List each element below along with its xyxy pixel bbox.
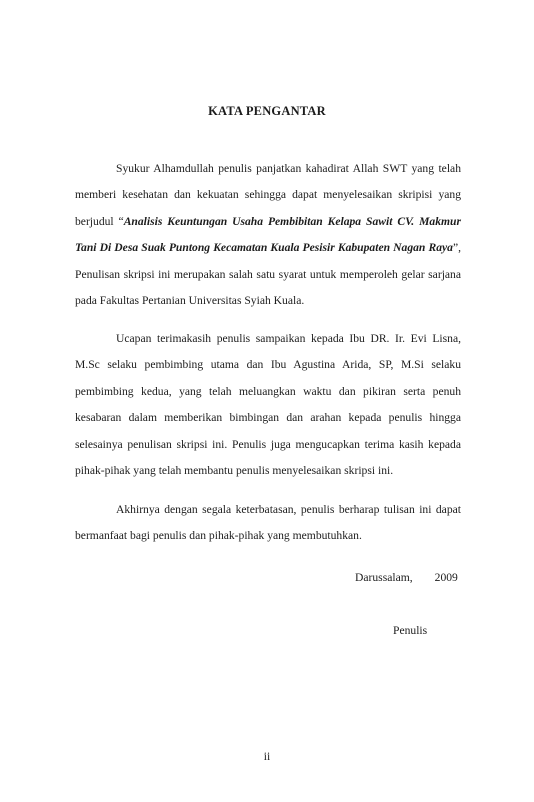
place-and-date	[355, 571, 458, 584]
paragraph-text-after-title: ”, Penulisan skripsi ini merupakan salah satu syarat untuk memperoleh gelar sarjana pada Fakultas Pertanian Universitas Syiah Kuala.	[75, 241, 461, 308]
paragraph-text-before-title: Syukur Alhamdullah penulis panjatkan kahadirat Allah SWT yang telah memberi kesehatan dan kekuatan sehingga dapat menyelesaikan skripisi yang berjudul “	[75, 162, 461, 228]
page-title: KATA PENGANTAR	[208, 104, 326, 118]
page-number: ii	[263, 750, 271, 763]
year: 2009	[434, 571, 458, 584]
paragraph-thanks-supervisors: Ucapan terimakasih penulis sampaikan kepada Ibu DR. Ir. Evi Lisna, M.Sc selaku pembimbing utama dan Ibu Agustina Arida, SP, M.Si selaku pembimbing kedua, yang telah meluangkan waktu dan pikiran serta penuh kesabaran dalam memberikan bimbingan dan arahan kepada penulis hingga selesainya penulisan skripsi ini. Penulis juga mengucapkan terima kasih kepada pihak-pihak yang telah membantu penulis menyelesaikan skripsi ini.	[75, 332, 461, 478]
thesis-title: Analisis Keuntungan Usaha Pembibitan Kelapa Sawit CV. Makmur Tani Di Desa Suak Puntong Kecamatan Kuala Pesisir Kabupaten Nagan Raya	[75, 214, 461, 255]
paragraph-acknowledgement-intro	[75, 156, 461, 314]
author-signature-label: Penulis	[393, 624, 428, 637]
paragraph-closing-remarks: Akhirnya dengan segala keterbatasan, penulis berharap tulisan ini dapat bermanfaat bagi penulis dan pihak-pihak yang membutuhkan.	[75, 503, 461, 543]
place-name: Darussalam,	[355, 571, 413, 584]
